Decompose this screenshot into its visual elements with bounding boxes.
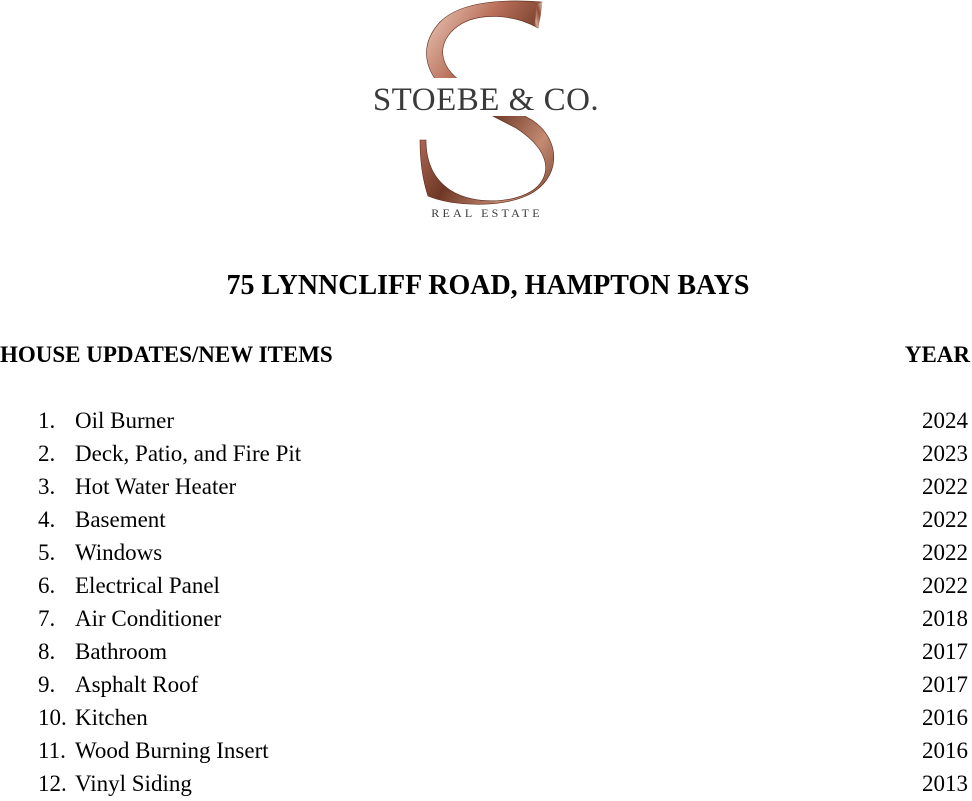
- updates-list: [0, 405, 972, 801]
- item-number: 8.: [38, 639, 56, 664]
- item-year: 2013: [922, 771, 968, 796]
- item-number: 7.: [38, 606, 56, 631]
- list-item: [0, 570, 972, 603]
- item-name: Bathroom: [75, 639, 167, 664]
- list-item: [0, 537, 972, 570]
- list-item: [0, 735, 972, 768]
- item-year: 2023: [922, 441, 968, 466]
- item-year: 2022: [922, 474, 968, 499]
- item-number: 12.: [38, 771, 67, 796]
- item-year: 2017: [922, 672, 968, 697]
- item-name: Oil Burner: [75, 408, 175, 433]
- item-name: Wood Burning Insert: [75, 738, 269, 763]
- item-year: 2022: [922, 540, 968, 565]
- item-name: Deck, Patio, and Fire Pit: [75, 441, 302, 466]
- item-year: 2016: [922, 738, 968, 763]
- item-number: 11.: [38, 738, 66, 763]
- item-name: Kitchen: [75, 705, 148, 730]
- item-name: Hot Water Heater: [75, 474, 237, 499]
- logo-brand-text: STOEBE & CO.: [372, 82, 600, 118]
- column-header-year: YEAR: [904, 342, 970, 367]
- item-year: 2022: [922, 507, 968, 532]
- list-item: [0, 438, 972, 471]
- item-number: 2.: [38, 441, 56, 466]
- item-year: 2024: [922, 408, 968, 433]
- list-item: [0, 603, 972, 636]
- item-number: 1.: [38, 408, 56, 433]
- item-number: 9.: [38, 672, 56, 697]
- list-item: [0, 405, 972, 438]
- stoebe-co-logo: [366, 0, 606, 226]
- item-year: 2022: [922, 573, 968, 598]
- item-name: Electrical Panel: [75, 573, 220, 598]
- item-number: 4.: [38, 507, 56, 532]
- item-year: 2016: [922, 705, 968, 730]
- item-number: 5.: [38, 540, 56, 565]
- list-item: [0, 768, 972, 801]
- item-year: 2018: [922, 606, 968, 631]
- logo-sub-text: REAL ESTATE: [431, 206, 543, 220]
- page-title: 75 LYNNCLIFF ROAD, HAMPTON BAYS: [226, 270, 750, 301]
- item-number: 10.: [38, 705, 67, 730]
- item-name: Air Conditioner: [75, 606, 222, 631]
- item-name: Basement: [75, 507, 166, 532]
- item-year: 2017: [922, 639, 968, 664]
- item-number: 3.: [38, 474, 56, 499]
- column-header-items: HOUSE UPDATES/NEW ITEMS: [0, 342, 333, 367]
- list-item: [0, 669, 972, 702]
- list-item: [0, 636, 972, 669]
- item-name: Vinyl Siding: [75, 771, 192, 796]
- list-item: [0, 504, 972, 537]
- item-name: Asphalt Roof: [75, 672, 199, 697]
- item-number: 6.: [38, 573, 56, 598]
- item-name: Windows: [75, 540, 163, 565]
- list-item: [0, 471, 972, 504]
- list-item: [0, 702, 972, 735]
